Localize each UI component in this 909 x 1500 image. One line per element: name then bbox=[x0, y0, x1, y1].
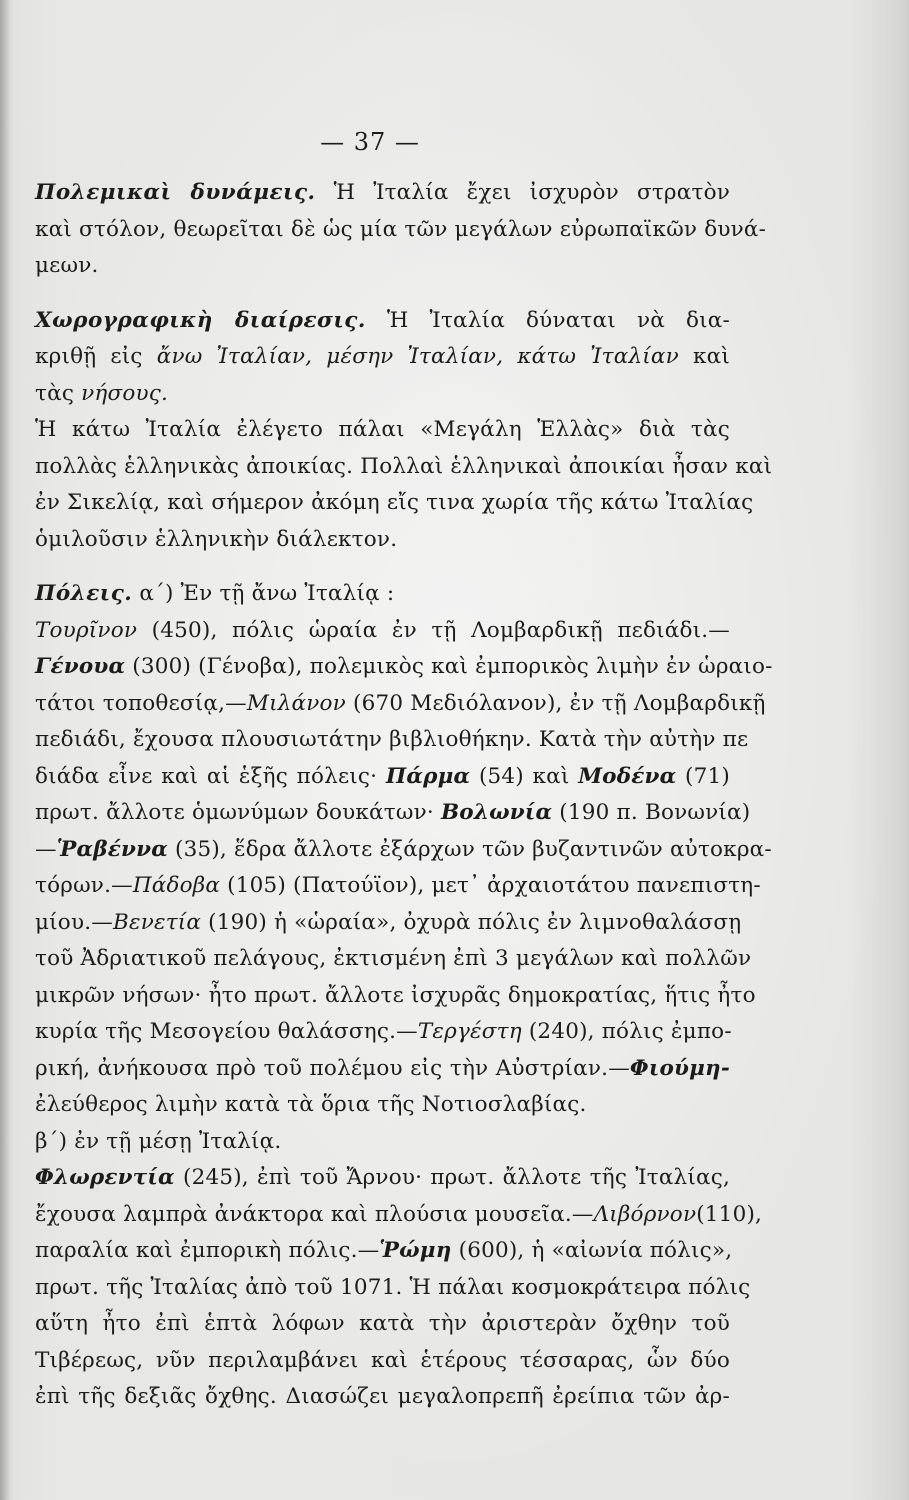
emphasized-term: Γένουα bbox=[35, 654, 126, 679]
text-line bbox=[35, 412, 730, 449]
text-run: πρωτ. ἄλλοτε ὁμωνύμων δουκάτων· bbox=[35, 800, 441, 825]
text-run: πολλὰς ἑλληνικὰς ἀποικίας. Πολλαὶ ἑλληνικαὶ ἀποικίαι ἦσαν καὶ bbox=[35, 453, 773, 479]
text-run: Ἡ Ἰταλία δύναται νὰ δια- bbox=[365, 307, 730, 333]
text-run: κριθῇ εἰς bbox=[35, 344, 157, 369]
text-run: ἔχουσα λαμπρὰ ἀνάκτορα καὶ πλούσια μουσεῖα.— bbox=[35, 1201, 594, 1227]
text-run: ρική, ἀνήκουσα πρὸ τοῦ πολέμου εἰς τὴν Αὐστρίαν.— bbox=[35, 1055, 630, 1081]
text-run: ὁμιλοῦσιν ἑλληνικὴν διάλεκτον. bbox=[35, 526, 398, 552]
text-run: β΄) ἐν τῇ μέσῃ Ἰταλίᾳ. bbox=[35, 1128, 282, 1154]
text-line bbox=[35, 941, 752, 978]
text-run: (450), πόλις ὡραία ἐν τῇ Λομβαρδικῇ πεδιάδι.— bbox=[137, 617, 730, 643]
body-text bbox=[35, 175, 773, 1416]
text-run: (670 Μεδιόλανον), ἐν τῇ Λομβαρδικῇ bbox=[345, 690, 766, 716]
text-line bbox=[35, 376, 730, 413]
text-line bbox=[35, 303, 730, 340]
text-line bbox=[35, 1233, 733, 1270]
text-line bbox=[35, 1051, 730, 1088]
text-run: (240), πόλις ἐμπο- bbox=[521, 1019, 732, 1044]
emphasized-term: Μοδένα bbox=[578, 763, 677, 789]
text-line bbox=[35, 1306, 730, 1343]
text-run: ἐπὶ τῆς δεξιᾶς ὄχθης. Διασώζει μεγαλοπρεπῆ ἐρείπια τῶν ἀρ- bbox=[35, 1384, 730, 1409]
text-run: καὶ στόλον, θεωρεῖται δὲ ὡς μία τῶν μεγάλων εὐρωπαϊκῶν δυνά- bbox=[35, 216, 767, 242]
emphasized-term: Πάδοβα bbox=[132, 873, 221, 898]
text-line bbox=[35, 613, 730, 650]
text-run: ἐλεύθερος λιμὴν κατὰ τὰ ὅρια τῆς Νοτιοσλαβίας. bbox=[35, 1092, 587, 1117]
emphasized-term: Τουρῖνον bbox=[35, 617, 138, 643]
text-line bbox=[35, 1124, 730, 1161]
text-line bbox=[35, 449, 773, 486]
text-run: τόρων.— bbox=[35, 873, 133, 898]
binding-shadow bbox=[0, 0, 10, 1500]
text-run: (54) καὶ bbox=[470, 763, 579, 789]
section-heading: Πόλεις. bbox=[35, 581, 133, 606]
text-line bbox=[35, 1270, 751, 1307]
text-run: πρωτ. τῆς Ἰταλίας ἀπὸ τοῦ 1071. Ἡ πάλαι κοσμοκράτειρα πόλις bbox=[35, 1274, 751, 1300]
text-line bbox=[35, 686, 766, 723]
text-line bbox=[35, 868, 761, 905]
emphasized-term: νήσους. bbox=[81, 380, 169, 406]
text-run: τάτοι τοποθεσίᾳ,— bbox=[35, 690, 247, 716]
text-run: παραλία καὶ ἐμπορικὴ πόλις.— bbox=[35, 1238, 380, 1263]
text-line bbox=[35, 212, 767, 249]
text-run: Τιβέρεως, νῦν περιλαμβάνει καὶ ἑτέρους τέσσαρας, ὧν δύο bbox=[35, 1347, 730, 1373]
text-line bbox=[35, 649, 773, 686]
text-run: πεδιάδι, ἔχουσα πλουσιωτάτην βιβλιοθήκην. Κατὰ τὴν αὐτὴν πε bbox=[35, 727, 749, 752]
text-run: (110), bbox=[696, 1201, 763, 1227]
emphasized-term: Βολωνία bbox=[440, 800, 553, 825]
emphasized-term: Φλωρεντία bbox=[35, 1165, 175, 1190]
text-run: καὶ bbox=[678, 344, 730, 369]
text-run: μικρῶν νήσων· ἦτο πρωτ. ἄλλοτε ἰσχυρᾶς δημοκρατίας, ἥτις ἦτο bbox=[35, 982, 756, 1008]
text-line bbox=[35, 1087, 730, 1124]
emphasized-term: Πάρμα bbox=[385, 763, 471, 789]
text-run: Ἡ Ἰταλία ἔχει ἰσχυρὸν στρατὸν bbox=[315, 180, 730, 205]
text-line bbox=[35, 175, 730, 212]
text-run: κυρία τῆς Μεσογείου θαλάσσης.— bbox=[35, 1019, 418, 1044]
emphasized-term: Μιλάνον bbox=[246, 690, 346, 716]
text-line bbox=[35, 485, 754, 522]
text-line bbox=[35, 759, 730, 796]
text-run: (105) (Πατούϊον), μετ᾽ ἀρχαιοτάτου πανεπιστη- bbox=[220, 873, 761, 898]
text-run: (245), ἐπὶ τοῦ Ἄρνου· πρωτ. ἄλλοτε τῆς Ἰταλίας, bbox=[174, 1165, 730, 1190]
text-line bbox=[35, 978, 756, 1015]
text-line bbox=[35, 1379, 730, 1416]
text-run: τὰς bbox=[35, 380, 82, 406]
text-run: (71) bbox=[676, 763, 730, 789]
text-line bbox=[35, 905, 742, 942]
text-line bbox=[35, 339, 730, 376]
text-run: ἐν Σικελίᾳ, καὶ σήμερον ἀκόμη εἴς τινα χωρία τῆς κάτω Ἰταλίας bbox=[35, 490, 754, 515]
emphasized-term: Ῥώμη bbox=[379, 1238, 452, 1263]
text-line bbox=[35, 522, 730, 559]
emphasized-term: Φιούμη- bbox=[629, 1055, 730, 1081]
emphasized-term: Βενετία bbox=[112, 909, 202, 935]
text-line bbox=[35, 576, 730, 613]
emphasized-term: ἄνω Ἰταλίαν, μέσην Ἰταλίαν, κάτω Ἰταλίαν bbox=[156, 344, 679, 369]
page-number: — 37 — bbox=[320, 128, 420, 156]
text-line bbox=[35, 722, 749, 759]
text-line bbox=[35, 1343, 730, 1380]
text-line bbox=[35, 832, 772, 869]
section-heading: Χωρογραφικὴ διαίρεσις. bbox=[35, 307, 366, 333]
text-line bbox=[35, 1197, 763, 1234]
text-run: μεων. bbox=[35, 253, 99, 278]
text-line bbox=[35, 1014, 730, 1051]
text-run: (190) ἡ «ὡραία», ὀχυρὰ πόλις ἐν λιμνοθαλάσσῃ bbox=[201, 909, 742, 935]
text-line bbox=[35, 248, 730, 285]
text-run: αὕτη ἦτο ἐπὶ ἑπτὰ λόφων κατὰ τὴν ἀριστερὰν ὄχθην τοῦ bbox=[35, 1311, 730, 1336]
text-run: (190 π. Βονωνία) bbox=[552, 800, 751, 825]
text-run: (300) (Γένοβα), πολεμικὸς καὶ ἐμπορικὸς λιμὴν ἐν ὡραιο- bbox=[125, 654, 773, 679]
text-run: — bbox=[35, 836, 57, 862]
text-run: μίου.— bbox=[35, 909, 113, 935]
text-run: α΄) Ἐν τῇ ἄνω Ἰταλίᾳ : bbox=[132, 581, 395, 606]
text-run: Ἡ κάτω Ἰταλία ἐλέγετο πάλαι «Μεγάλη Ἑλλὰς» διὰ τὰς bbox=[35, 417, 730, 442]
emphasized-term: Λιβόρνον bbox=[593, 1201, 697, 1227]
emphasized-term: Ῥαβέννα bbox=[56, 836, 168, 862]
section-heading: Πολεμικαὶ δυνάμεις. bbox=[35, 180, 316, 205]
text-run: (35), ἕδρα ἄλλοτε ἐξάρχων τῶν βυζαντινῶν αὐτοκρα- bbox=[167, 836, 772, 862]
text-line bbox=[35, 795, 751, 832]
text-run: τοῦ Ἀδριατικοῦ πελάγους, ἐκτισμένη ἐπὶ 3 μεγάλων καὶ πολλῶν bbox=[35, 946, 752, 971]
text-line bbox=[35, 1160, 730, 1197]
text-run: διάδα εἶνε καὶ αἱ ἑξῆς πόλεις· bbox=[35, 763, 386, 789]
emphasized-term: Τεργέστη bbox=[417, 1019, 522, 1044]
text-run: (600), ἡ «αἰωνία πόλις», bbox=[451, 1238, 733, 1263]
